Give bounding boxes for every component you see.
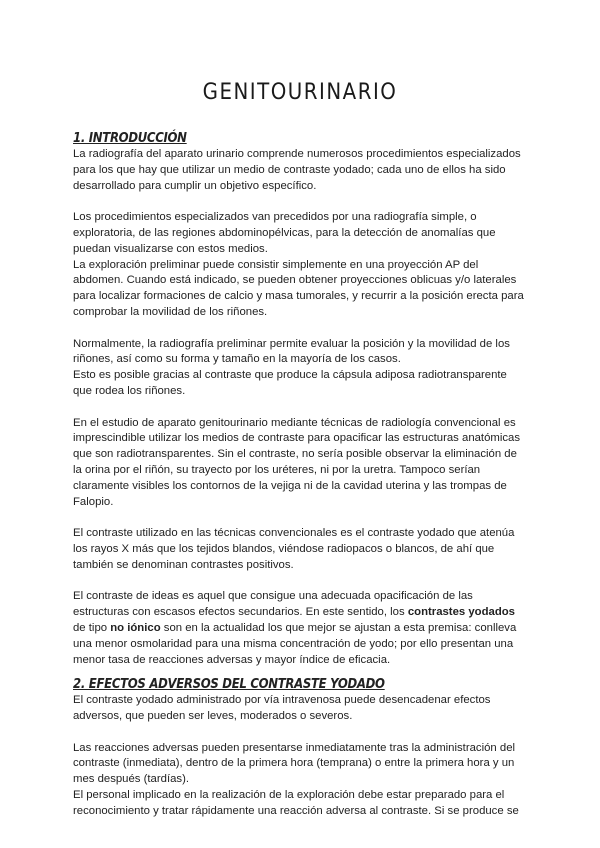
paragraph-with-emphasis: El contraste de ideas es aquel que consigue una adecuada opacificación de las estructuras con escasos efectos secundarios. En este sentido, los contrastes yodados de tipo no iónico son en la actualidad los que mejor se ajustan a esta premisa: conlleva una menor osmolaridad para una misma concentración de yodo; por ello presentan una menor tasa de reacciones adversas y mayor índice de eficacia. bbox=[73, 590, 517, 666]
section-heading-efectos-adversos: 2. EFECTOS ADVERSOS DEL CONTRASTE YODADO bbox=[73, 677, 385, 693]
paragraph: Las reacciones adversas pueden presentarse inmediatamente tras la administración del contraste (inmediata), dentro de la primera hora (temprana) o entre la primera hora y un mes después (tardías). bbox=[73, 741, 516, 786]
document-body bbox=[73, 131, 528, 820]
emphasis-contrastes-yodados: contrastes yodados bbox=[407, 606, 515, 619]
paragraph: Esto es posible gracias al contraste que produce la cápsula adiposa radiotransparente que rodea los riñones. bbox=[73, 369, 507, 397]
paragraph: El contraste utilizado en las técnicas convencionales es el contraste yodado que atenúa los rayos X más que los tejidos blandos, viéndose radiopacos o blancos, de ahí que también se denominan contrastes positivos. bbox=[73, 527, 515, 571]
emphasis-no-ionico: no iónico bbox=[110, 621, 161, 634]
paragraph: El contraste yodado administrado por vía intravenosa puede desencadenar efectos adversos, que pueden ser leves, moderados o severos. bbox=[73, 694, 491, 723]
paragraph: Los procedimientos especializados van precedidos por una radiografía simple, o exploratoria, de las regiones abdominopélvicas, para la detección de anomalías que puedan visualizarse con estos medios. bbox=[73, 211, 496, 255]
paragraph: En el estudio de aparato genitourinario mediante técnicas de radiología convencional es imprescindible utilizar los medios de contraste para opacificar las estructuras anatómicas que son radiotransparentes. Sin el contraste, no sería posible observar la eliminación de la orina por el riñón, su trayecto por los uréteres, ni por la uretra. Tampoco serían claramente visibles los contornos de la vejiga ni de la cavidad uterina y las trompas de Falopio. bbox=[73, 416, 521, 508]
paragraph: La exploración preliminar puede consistir simplemente en una proyección AP del abdomen. Cuando está indicado, se pueden obtener proyecciones oblicuas y/o laterales para localizar formaciones de calcio y masa tumorales, y recurrir a la posición erecta para comprobar la movilidad de los riñones. bbox=[73, 258, 524, 318]
paragraph: El personal implicado en la realización de la exploración debe estar preparado para el reconocimiento y tratar rápidamente una reacción adversa al contraste. Si se produce se bbox=[73, 789, 519, 817]
paragraph: La radiografía del aparato urinario comprende numerosos procedimientos especializados para los que hay que utilizar un medio de contraste yodado; cada uno de ellos ha sido desarrollado para cumplir un objetivo específico. bbox=[73, 148, 521, 192]
page-title: GENITOURINARIO bbox=[202, 80, 398, 105]
paragraph: Normalmente, la radiografía preliminar permite evaluar la posición y la movilidad de los riñones, así como su forma y tamaño en la mayoría de los casos. bbox=[73, 337, 510, 366]
section-heading-introduccion: 1. INTRODUCCIÓN bbox=[73, 131, 187, 146]
